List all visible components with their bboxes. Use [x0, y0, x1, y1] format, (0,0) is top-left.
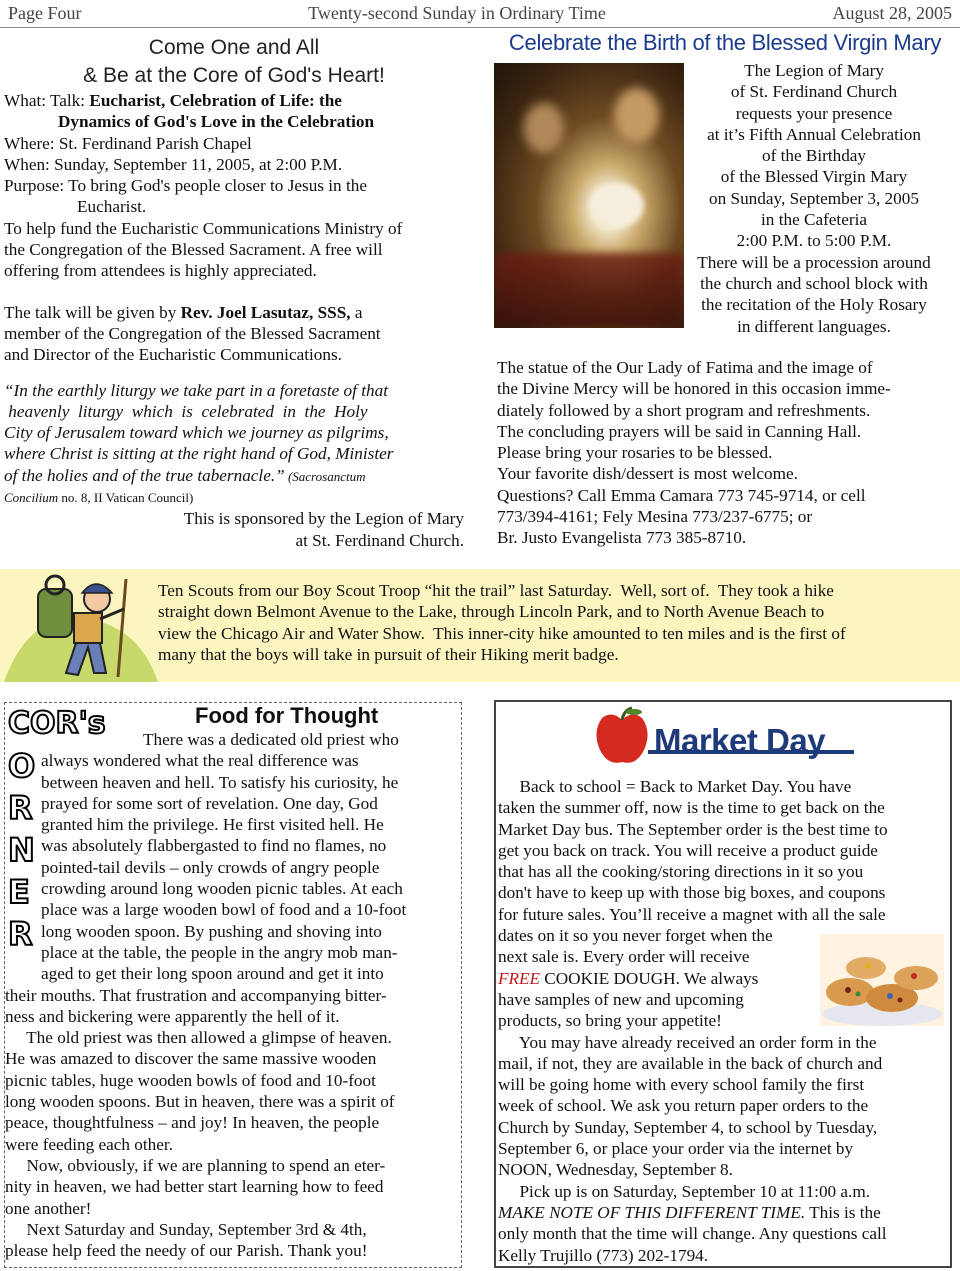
- market-line: Pick up is on Saturday, September 10 at 11:00 a.m.: [498, 1181, 871, 1201]
- story-line: He was amazed to discover the same massive wooden: [5, 1049, 377, 1069]
- market-line: will be going home with every school family the first: [498, 1075, 865, 1095]
- mary-detail-line: diately followed by a short program and refreshments.: [497, 400, 871, 420]
- drop-letter-r: R: [8, 789, 33, 827]
- scout-text-line: straight down Belmont Avenue to the Lake, through Lincoln Park, and to North Avenue Beach to: [158, 602, 825, 622]
- talk-what: What: Talk: Eucharist, Celebration of Life: the: [4, 91, 342, 110]
- market-line: September 6, or place your order via the internet by: [498, 1139, 854, 1159]
- nativity-painting: [494, 63, 684, 328]
- story-line: between heaven and hell. To satisfy his curiosity, he: [41, 772, 399, 792]
- food-for-thought-title: Food for Thought: [195, 703, 379, 728]
- mary-details: [497, 357, 957, 549]
- talk-what-2: Dynamics of God's Love in the Celebration: [58, 112, 375, 132]
- story-line: one another!: [5, 1198, 92, 1218]
- talk-when: When: Sunday, September 11, 2005, at 2:00 P.M.: [4, 154, 343, 174]
- mary-detail-line: Please bring your rosaries to be blessed.: [497, 443, 773, 463]
- market-day-box: [494, 700, 952, 1268]
- talk-fund-3: offering from attendees is highly appreciated.: [4, 261, 317, 281]
- food-for-thought-story: [5, 729, 459, 1261]
- talk-fund-1: To help fund the Eucharistic Communications Ministry of: [4, 218, 403, 238]
- invitation-line: 2:00 P.M. to 5:00 P.M.: [736, 231, 892, 251]
- story-line: crowding around long wooden picnic tables. At each: [41, 879, 403, 899]
- market-line: NOON, Wednesday, September 8.: [498, 1160, 733, 1180]
- story-line: place was a large wooden bowl of food and a 10-foot: [41, 900, 407, 920]
- talk-announcement: [4, 34, 464, 551]
- mary-detail-line: 773/394-4161; Fely Mesina 773/237-6775; or: [497, 507, 813, 527]
- issue-date: August 28, 2005: [832, 3, 952, 23]
- market-line: Kelly Trujillo (773) 202-1794.: [498, 1245, 709, 1265]
- sponsor-line-2: at St. Ferdinand Church.: [295, 530, 464, 550]
- market-line: dates on it so you never forget when the: [498, 926, 773, 946]
- free-cookie-line: FREE COOKIE DOUGH. We always: [498, 968, 759, 988]
- market-day-logo-text: Market Day: [654, 722, 826, 759]
- invitation-line: the church and school block with: [700, 273, 928, 293]
- story-line: Now, obviously, if we are planning to spend an eter-: [5, 1155, 386, 1175]
- invitation-line: in the Cafeteria: [761, 210, 867, 230]
- page-header: [0, 0, 960, 28]
- market-line: for future sales. You’ll receive a magnet with all the sale: [498, 904, 886, 924]
- mary-detail-line: The concluding prayers will be said in Canning Hall.: [497, 421, 862, 441]
- invitation-line: of the Blessed Virgin Mary: [720, 167, 908, 187]
- market-line: don't have to keep up with those big boxes, and coupons: [498, 883, 886, 903]
- hiker-scout-icon: [0, 569, 160, 682]
- mary-detail-line: the Divine Mercy will be honored in this occasion imme-: [497, 379, 891, 399]
- mary-invitation: [680, 60, 948, 337]
- market-line: mail, if not, they are available in the back of church and: [498, 1053, 883, 1073]
- story-line: prayed for some sort of revelation. One day, God: [41, 793, 378, 813]
- pickup-note-line: MAKE NOTE OF THIS DIFFERENT TIME. This is the: [498, 1202, 881, 1222]
- drop-letter-e: E: [8, 873, 30, 911]
- market-line: products, so bring your appetite!: [498, 1011, 722, 1031]
- story-line: ness and bickering were apparently the hell of it.: [5, 1006, 340, 1026]
- drop-letter-o: O: [8, 747, 36, 785]
- talk-speaker-2: member of the Congregation of the Blessed Sacrament: [4, 323, 381, 343]
- story-line: granted him the privilege. He first visited hell. He: [41, 815, 384, 835]
- market-line: Church by Sunday, September 4, to school by Tuesday,: [498, 1117, 878, 1137]
- market-line: You may have already received an order form in the: [498, 1032, 877, 1052]
- invitation-line: of the Birthday: [761, 146, 867, 166]
- story-line: place at the table, the people in the angry mob man-: [41, 942, 398, 962]
- story-line: always wondered what the real difference was: [41, 751, 359, 771]
- story-line: nity in heaven, we had better start learning how to feed: [5, 1177, 384, 1197]
- market-line: Back to school = Back to Market Day. You have: [498, 777, 852, 796]
- story-line: The old priest was then allowed a glimpse of heaven.: [5, 1028, 392, 1048]
- market-line: Market Day bus. The September order is the best time to: [498, 819, 888, 839]
- market-day-text: [498, 776, 946, 1266]
- drop-letter-n: N: [8, 831, 35, 869]
- invitation-line: requests your presence: [735, 103, 893, 123]
- story-line: their mouths. That frustration and accompanying bitter-: [5, 985, 387, 1005]
- talk-speaker: The talk will be given by Rev. Joel Lasutaz, SSS, a: [4, 302, 363, 322]
- market-line: taken the summer off, now is the time to get back on the: [498, 798, 885, 818]
- market-line: week of school. We ask you return paper orders to the: [498, 1096, 869, 1116]
- talk-title-2: & Be at the Core of God's Heart!: [83, 64, 385, 87]
- story-line: long wooden spoons. But in heaven, there was a spirit of: [5, 1092, 395, 1112]
- scout-hike-text: [158, 580, 953, 665]
- invitation-line: the recitation of the Holy Rosary: [701, 295, 927, 315]
- invitation-line: The Legion of Mary: [744, 61, 884, 80]
- story-line: aged to get their long spoon around and get it into: [41, 964, 384, 984]
- market-line: only month that the time will change. Any questions call: [498, 1224, 887, 1244]
- mary-section-title-wrap: [494, 30, 956, 56]
- council-quote: “In the earthly liturgy we take part in a foretaste of that heavenly liturgy which is celebrated in the Holy City of Jerusalem toward which we journey as pilgrims, where Christ is sitting at the right hand of God, Minister of the holies and of the true tabernacle.” (Sacrosanctum Concilium no. 8, II Vatican Council): [4, 380, 394, 506]
- market-line: next sale is. Every order will receive: [498, 947, 750, 967]
- invitation-line: on Sunday, September 3, 2005: [709, 188, 919, 208]
- market-line: get you back on track. You will receive a product guide: [498, 840, 878, 860]
- scout-text-line: Ten Scouts from our Boy Scout Troop “hit the trail” last Saturday. Well, sort of. They took a hike: [158, 581, 834, 600]
- scout-text-line: view the Chicago Air and Water Show. This inner-city hike amounted to ten miles and is the first of: [158, 623, 846, 643]
- drop-letter-r2: R: [8, 915, 33, 953]
- talk-speaker-3: and Director of the Eucharistic Communications.: [4, 345, 342, 365]
- mary-detail-line: The statue of the Our Lady of Fatima and the image of: [497, 358, 873, 377]
- story-line: peace, thoughtfulness – and joy! In heaven, the people: [5, 1113, 380, 1133]
- sponsor-line-1: This is sponsored by the Legion of Mary: [183, 509, 464, 529]
- story-line: was absolutely flabbergasted to find no flames, no: [41, 836, 387, 856]
- story-line: were feeding each other.: [5, 1134, 173, 1154]
- mary-detail-line: Questions? Call Emma Camara 773 745-9714, or cell: [497, 485, 866, 505]
- talk-purpose: Purpose: To bring God's people closer to Jesus in the: [4, 176, 367, 196]
- talk-title-1: Come One and All: [148, 36, 320, 59]
- page-number: Page Four: [8, 3, 82, 23]
- market-line: have samples of new and upcoming: [498, 989, 744, 1009]
- talk-purpose-2: Eucharist.: [77, 197, 147, 217]
- invitation-line: of St. Ferdinand Church: [730, 82, 898, 102]
- market-line: that has all the cooking/storing directions in it so you: [498, 862, 864, 882]
- story-line: Next Saturday and Sunday, September 3rd & 4th,: [5, 1219, 367, 1239]
- story-line: long wooden spoon. By pushing and shoving into: [41, 921, 382, 941]
- invitation-line: at it’s Fifth Annual Celebration: [707, 124, 921, 144]
- invitation-line: There will be a procession around: [697, 252, 931, 272]
- story-line: pointed-tail devils – only crowds of angry people: [41, 857, 380, 877]
- story-line: please help feed the needy of our Parish. Thank you!: [5, 1241, 368, 1261]
- talk-fund-2: the Congregation of the Blessed Sacrament. A free will: [4, 240, 383, 260]
- scout-hike-section: [0, 569, 960, 682]
- mary-detail-line: Br. Justo Evangelista 773 385-8710.: [497, 528, 747, 548]
- invitation-line: in different languages.: [737, 316, 891, 336]
- talk-where: Where: St. Ferdinand Parish Chapel: [4, 133, 252, 153]
- story-line: picnic tables, huge wooden bowls of food and 10-foot: [5, 1070, 376, 1090]
- cors-corner-box: [4, 702, 462, 1268]
- mary-section-title: Celebrate the Birth of the Blessed Virgin Mary: [508, 30, 942, 55]
- cors-drop-title: COR's: [8, 706, 106, 741]
- liturgical-date: Twenty-second Sunday in Ordinary Time: [308, 3, 606, 23]
- story-line: There was a dedicated old priest who: [143, 730, 399, 749]
- mary-detail-line: Your favorite dish/dessert is most welcome.: [497, 464, 798, 484]
- scout-text-line: many that the boys will take in pursuit of their Hiking merit badge.: [158, 644, 619, 664]
